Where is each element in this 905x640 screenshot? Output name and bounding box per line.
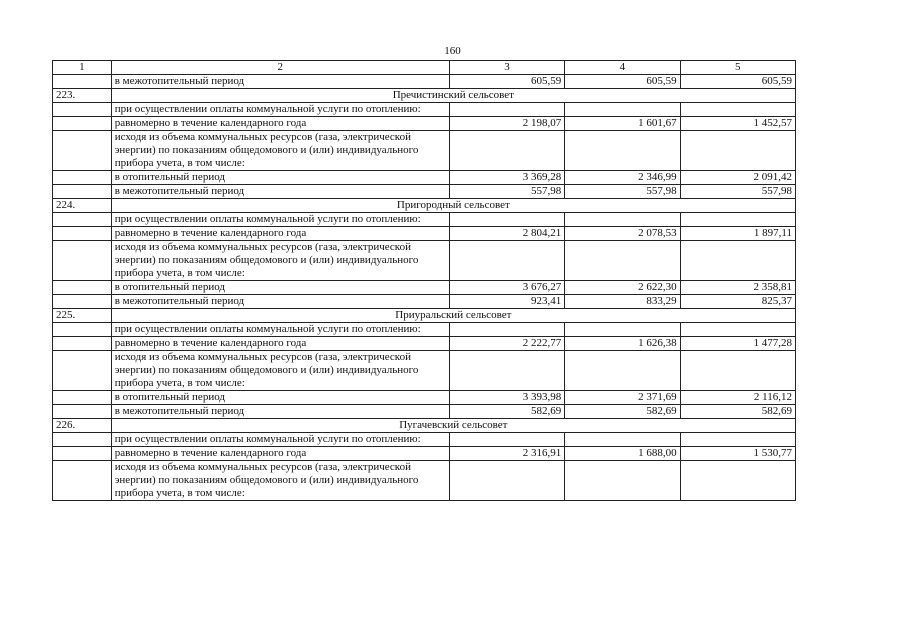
value-col4: 582,69: [565, 405, 680, 419]
row-label: в отопительный период: [111, 281, 449, 295]
row-label: в отопительный период: [111, 171, 449, 185]
value-col5: [680, 323, 795, 337]
table-row: [53, 281, 796, 295]
value-col3: [449, 461, 564, 501]
value-col5: 582,69: [680, 405, 795, 419]
table-row: [53, 461, 796, 501]
table-row: [53, 337, 796, 351]
value-col3: 2 222,77: [449, 337, 564, 351]
column-header-3: 3: [449, 61, 564, 75]
table-row: [53, 405, 796, 419]
table-row: [53, 323, 796, 337]
value-col4: [565, 323, 680, 337]
table-row: [53, 351, 796, 391]
value-col3: 605,59: [449, 75, 564, 89]
section-name: Пригородный сельсовет: [111, 199, 795, 213]
row-number-cell: [53, 405, 112, 419]
section-name: Приуральский сельсовет: [111, 309, 795, 323]
table-row: [53, 117, 796, 131]
value-col5: [680, 131, 795, 171]
section-name: Пугачевский сельсовет: [111, 419, 795, 433]
value-col3: [449, 241, 564, 281]
value-col3: 3 393,98: [449, 391, 564, 405]
value-col4: 2 371,69: [565, 391, 680, 405]
column-header-2: 2: [111, 61, 449, 75]
table-body: [53, 61, 796, 501]
row-label: при осуществлении оплаты коммунальной услуги по отоплению:: [111, 433, 449, 447]
value-col3: [449, 351, 564, 391]
table-row: [53, 295, 796, 309]
column-header-row: [53, 61, 796, 75]
row-number-cell: [53, 171, 112, 185]
value-col4: [565, 241, 680, 281]
row-number-cell: [53, 337, 112, 351]
value-col3: [449, 213, 564, 227]
value-col4: [565, 213, 680, 227]
column-header-5: 5: [680, 61, 795, 75]
table-row: [53, 75, 796, 89]
row-number-cell: [53, 281, 112, 295]
value-col4: 2 622,30: [565, 281, 680, 295]
row-label: в межотопительный период: [111, 405, 449, 419]
value-col3: 582,69: [449, 405, 564, 419]
value-col3: [449, 323, 564, 337]
value-col5: 1 897,11: [680, 227, 795, 241]
value-col4: 2 078,53: [565, 227, 680, 241]
table-row: [53, 213, 796, 227]
value-col4: 2 346,99: [565, 171, 680, 185]
table-row: [53, 391, 796, 405]
value-col5: [680, 213, 795, 227]
value-col5: [680, 433, 795, 447]
table-row: [53, 447, 796, 461]
section-header-row: [53, 199, 796, 213]
value-col5: 2 091,42: [680, 171, 795, 185]
row-number-cell: [53, 227, 112, 241]
row-label: равномерно в течение календарного года: [111, 117, 449, 131]
value-col3: 2 316,91: [449, 447, 564, 461]
row-number-cell: [53, 131, 112, 171]
value-col3: [449, 433, 564, 447]
row-number-cell: [53, 391, 112, 405]
row-label: исходя из объема коммунальных ресурсов (газа, электрической энергии) по показаниям общедомового и (или) индивидуального прибора учета, в том числе:: [111, 461, 449, 501]
value-col3: 3 369,28: [449, 171, 564, 185]
row-number-cell: [53, 323, 112, 337]
value-col4: 1 626,38: [565, 337, 680, 351]
row-number-cell: [53, 185, 112, 199]
value-col3: 2 198,07: [449, 117, 564, 131]
table-row: [53, 103, 796, 117]
value-col3: 557,98: [449, 185, 564, 199]
value-col3: 923,41: [449, 295, 564, 309]
row-label: равномерно в течение календарного года: [111, 227, 449, 241]
row-label: в отопительный период: [111, 391, 449, 405]
row-number-cell: [53, 103, 112, 117]
value-col3: 3 676,27: [449, 281, 564, 295]
row-number-cell: [53, 117, 112, 131]
value-col5: [680, 351, 795, 391]
row-label: исходя из объема коммунальных ресурсов (газа, электрической энергии) по показаниям общедомового и (или) индивидуального прибора учета, в том числе:: [111, 351, 449, 391]
tariff-table: [52, 60, 796, 501]
section-header-row: [53, 309, 796, 323]
value-col3: 2 804,21: [449, 227, 564, 241]
value-col4: 1 688,00: [565, 447, 680, 461]
row-label: исходя из объема коммунальных ресурсов (газа, электрической энергии) по показаниям общедомового и (или) индивидуального прибора учета, в том числе:: [111, 131, 449, 171]
page-number: 160: [444, 45, 461, 57]
value-col5: [680, 241, 795, 281]
row-label: при осуществлении оплаты коммунальной услуги по отоплению:: [111, 103, 449, 117]
column-header-1: 1: [53, 61, 112, 75]
table-row: [53, 171, 796, 185]
row-number-cell: [53, 447, 112, 461]
value-col3: [449, 103, 564, 117]
value-col4: 605,59: [565, 75, 680, 89]
value-col4: [565, 103, 680, 117]
row-number-cell: [53, 295, 112, 309]
section-header-row: [53, 419, 796, 433]
row-number-cell: [53, 351, 112, 391]
section-number: 226.: [53, 419, 112, 433]
value-col5: 605,59: [680, 75, 795, 89]
section-header-row: [53, 89, 796, 103]
row-label: при осуществлении оплаты коммунальной услуги по отоплению:: [111, 213, 449, 227]
value-col4: [565, 433, 680, 447]
section-number: 223.: [53, 89, 112, 103]
row-label: равномерно в течение календарного года: [111, 337, 449, 351]
table-row: [53, 227, 796, 241]
table-row: [53, 433, 796, 447]
table-row: [53, 131, 796, 171]
value-col5: 1 530,77: [680, 447, 795, 461]
value-col5: 557,98: [680, 185, 795, 199]
value-col5: [680, 461, 795, 501]
row-label: при осуществлении оплаты коммунальной услуги по отоплению:: [111, 323, 449, 337]
section-number: 224.: [53, 199, 112, 213]
row-label: исходя из объема коммунальных ресурсов (газа, электрической энергии) по показаниям общедомового и (или) индивидуального прибора учета, в том числе:: [111, 241, 449, 281]
value-col4: 1 601,67: [565, 117, 680, 131]
row-number-cell: [53, 461, 112, 501]
value-col5: 2 116,12: [680, 391, 795, 405]
value-col4: [565, 351, 680, 391]
section-number: 225.: [53, 309, 112, 323]
row-label: в межотопительный период: [111, 295, 449, 309]
table-row: [53, 185, 796, 199]
value-col3: [449, 131, 564, 171]
value-col5: 1 452,57: [680, 117, 795, 131]
value-col5: 2 358,81: [680, 281, 795, 295]
value-col4: [565, 461, 680, 501]
row-label: равномерно в течение календарного года: [111, 447, 449, 461]
row-number-cell: [53, 241, 112, 281]
row-number-cell: [53, 213, 112, 227]
row-number-cell: [53, 433, 112, 447]
row-label: в межотопительный период: [111, 75, 449, 89]
row-label: в межотопительный период: [111, 185, 449, 199]
value-col4: 833,29: [565, 295, 680, 309]
value-col5: 825,37: [680, 295, 795, 309]
value-col4: [565, 131, 680, 171]
column-header-4: 4: [565, 61, 680, 75]
value-col5: 1 477,28: [680, 337, 795, 351]
value-col5: [680, 103, 795, 117]
value-col4: 557,98: [565, 185, 680, 199]
section-name: Пречистинский сельсовет: [111, 89, 795, 103]
row-number-cell: [53, 75, 112, 89]
table-row: [53, 241, 796, 281]
